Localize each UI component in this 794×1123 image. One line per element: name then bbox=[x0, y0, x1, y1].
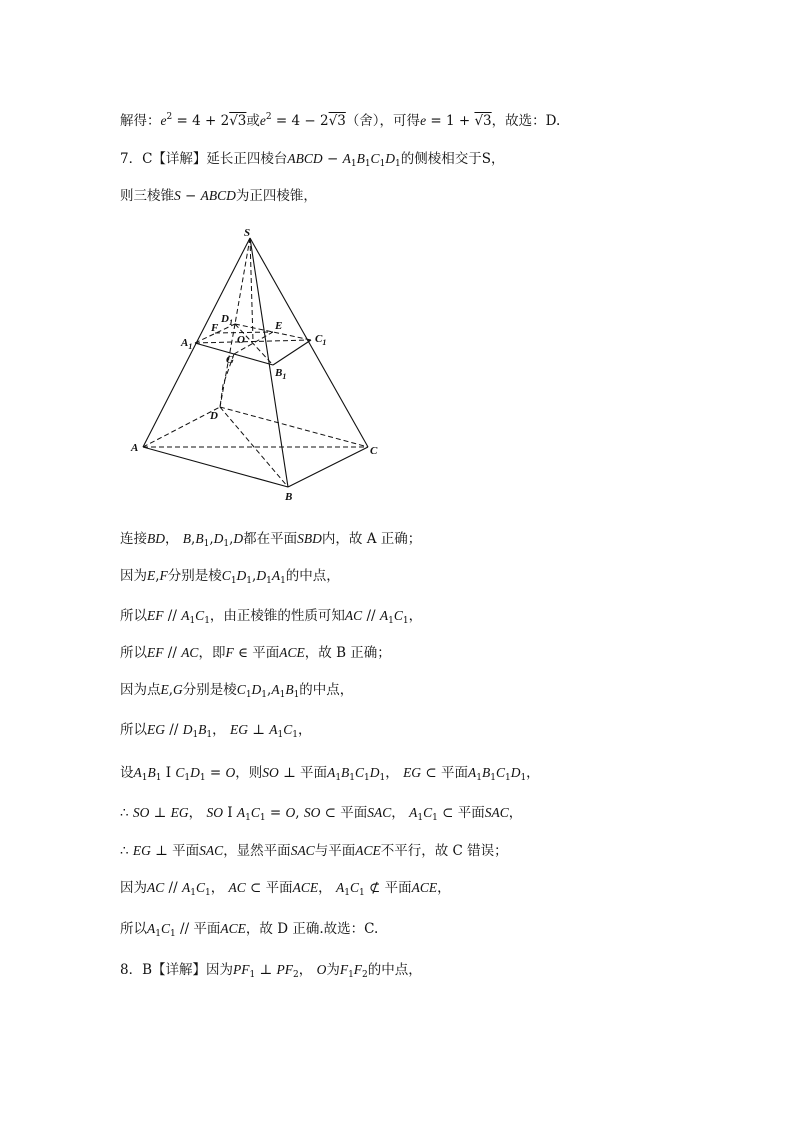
solution-line-1: 解得：$e^2 = 4 + 2√3$或$e^2 = 4 - 2√3$（舍），可得e = 1 + √3，故选：D. bbox=[120, 112, 561, 129]
label-G: G bbox=[226, 354, 234, 366]
solution-line-3: 则三棱锥S − ABCD为正四棱锥， bbox=[120, 188, 317, 204]
solution-line-14: 所以$A_1C_1$ // 平面ACE，故 D 正确.故选：C. bbox=[120, 921, 379, 939]
label-D1: $D_1$ bbox=[221, 313, 233, 327]
label-E: E bbox=[275, 320, 283, 332]
solution-line-6: 所以EF // $A_1C_1$，由正棱锥的性质可知AC // $A_1C_1$， bbox=[120, 608, 423, 626]
label-S: S bbox=[244, 227, 251, 239]
frustum-pyramid-figure bbox=[125, 225, 385, 510]
label-B1: $B_1$ bbox=[275, 367, 287, 381]
edge-B1C1 bbox=[273, 340, 311, 365]
edge-BC bbox=[288, 447, 368, 487]
solution-line-8: 因为点E,G分别是棱$C_1D_1,A_1B_1$的中点， bbox=[120, 682, 354, 700]
solution-line-10: 设$A_1B_1$ I $C_1D_1 = O$，则SO ⊥ 平面$A_1B_1C_1D_1$， EG ⊂ 平面$A_1B_1C_1D_1$， bbox=[120, 765, 540, 783]
label-F: F bbox=[211, 322, 219, 334]
solution-line-4: 连接BD， $B,B_1,D_1,D$都在平面SBD内，故 A 正确； bbox=[120, 531, 422, 549]
edge-DC bbox=[220, 407, 368, 447]
label-C1: $C_1$ bbox=[315, 333, 327, 347]
solution-line-5: 因为E,F分别是棱$C_1D_1,D_1A_1$的中点， bbox=[120, 568, 340, 586]
label-O: O bbox=[237, 334, 245, 346]
edge-AB bbox=[143, 447, 288, 487]
edge-SD1 bbox=[235, 238, 250, 324]
edge-AD bbox=[143, 407, 220, 447]
label-C: C bbox=[370, 445, 378, 457]
solution-line-7: 所以EF // AC，即F ∈ 平面ACE，故 B 正确； bbox=[120, 645, 391, 661]
solution-line-13: 因为AC // $A_1C_1$， AC ⊂ 平面ACE， $A_1C_1$ ⊄ 平面ACE， bbox=[120, 880, 451, 898]
line-G-down-2 bbox=[220, 385, 223, 407]
solution-line-11: ∴ SO ⊥ EG， SO I $A_1C_1 = O$, SO ⊂ 平面SAC， $A_1C_1$ ⊂ 平面SAC， bbox=[120, 805, 523, 823]
edge-SC bbox=[250, 238, 368, 447]
solution-line-15: 8．B【详解】因为$PF_1$ ⊥ $PF_2$， O为$F_1F_2$的中点， bbox=[120, 962, 422, 980]
label-A: A bbox=[131, 442, 139, 454]
solution-line-12: ∴ EG ⊥ 平面SAC，显然平面SAC与平面ACE不平行，故 C 错误； bbox=[120, 843, 508, 859]
diag-A1C1 bbox=[195, 340, 311, 343]
edge-SB bbox=[250, 238, 288, 487]
label-A1: $A_1$ bbox=[181, 337, 193, 351]
solution-line-2: 7．C【详解】延长正四棱台ABCD − $A_1B_1C_1D_1$的侧棱相交于S， bbox=[120, 151, 505, 169]
label-D: D bbox=[210, 410, 218, 422]
label-B: B bbox=[285, 491, 293, 503]
solution-line-9: 所以EG // $D_1B_1$， EG ⊥ $A_1C_1$， bbox=[120, 722, 312, 740]
